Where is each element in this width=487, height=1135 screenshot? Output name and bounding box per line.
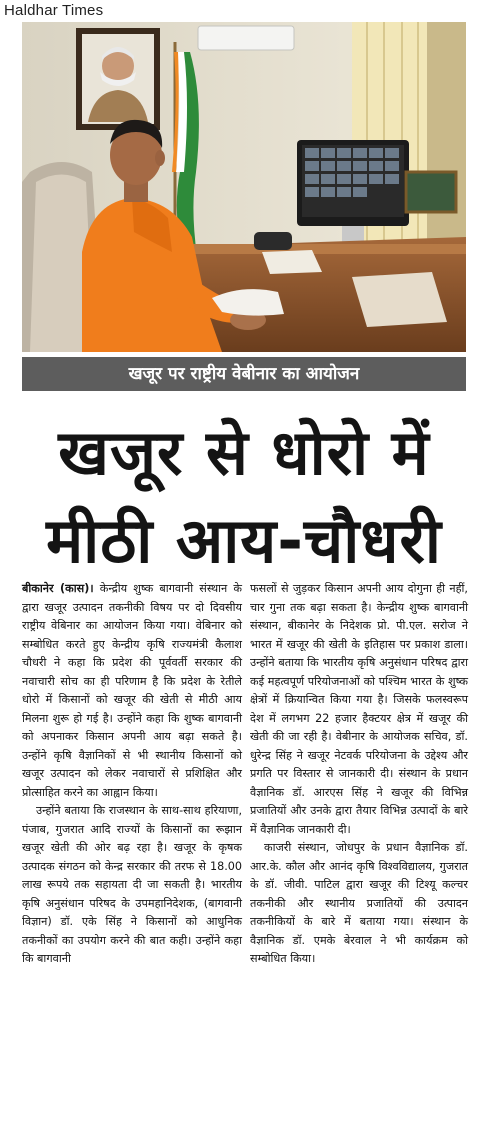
article-paragraph: फसलों से जुड़कर किसान अपनी आय दोगुना ही नहीं, चार गुना तक बढ़ा सकता है। केन्द्रीय शुष्क बागवानी संस्थान, बीकानेर के निदेशक प्रो. पी.एल. सरोज ने भारत में खजूर की खेती के इतिहास पर प्रकाश डाला। उन्होंने बताया कि भारतीय कृषि अनुसंधान परिषद द्वारा कई महत्वपूर्ण परियोजनाओं को पश्चिम भारत के शुष्क क्षेत्रों में क्रियान्वित किया गया है। जिसके फलस्वरूप देश में लगभग 22 हजार हैक्टयर क्षेत्र में खजूर की खेती की जा रही है। वेबीनार के आयोजक सचिव, डॉ. धुरेन्द्र सिंह ने खजूर नेटवर्क परियोजना के उद्देश्य और प्रगति पर विस्तार से जानकारी दी। संस्थान के प्रधान वैज्ञानिक डॉ. आरएस सिंह ने खजूर की विभिन्न प्रजातियों और उनके द्वारा तैयार विभिन्न उत्पादों के बारे में वैज्ञानिक जानकारी दी। — [250, 582, 468, 836]
masthead: Haldhar Times — [4, 2, 104, 19]
article-column-left — [22, 580, 242, 969]
paragraph-text: केन्द्रीय शुष्क बागवानी संस्थान के द्वारा खजूर उत्पादन तकनीकी विषय पर दो दिवसीय राष्ट्रीय वेबिनार का आयोजन किया गया। वेबिनार को सम्बोधित करते हुए केन्द्रीय कृषि राज्यमंत्री कैलाश चौधरी ने कहा कि प्रदेश की पूर्ववर्ती सरकार की नवाचारी सोच का ही परिणाम है कि प्रदेश के रेतीले धोरो में किसानों को खजूर की खेती से मीठी आय मिलना शुरू हो गई है। उन्होंने कहा कि शुष्क बागवानी को अपनाकर किसान अपनी आय बढ़ा सकते है। उन्होंने कृषि वैज्ञानिकों से भी स्थानीय किसानों को खजूर उत्पादन को लेकर नवाचारों से प्रशिक्षित और प्रोत्साहित करने का आह्वान किया। — [22, 582, 242, 799]
article-column-right — [250, 580, 468, 969]
dateline: बीकानेर (कास)। — [22, 582, 94, 595]
webinar-photo-illustration — [22, 22, 466, 352]
headline-line-1: खजूर से धोरो में — [58, 416, 430, 489]
article-paragraph — [22, 580, 242, 802]
article-paragraph: काजरी संस्थान, जोधपुर के प्रधान वैज्ञानिक डॉ. आर.के. कौल और आनंद कृषि विश्वविद्यालय, गुजरात के डॉ. जीवी. पाटिल द्वारा खजूर की टिश्यू कल्चर तकनीकी और स्थानीय प्रजातियों की उत्पादन तकनीकियों के बारे में बताया गया। संस्थान के वैज्ञानिक डॉ. एमके बेरवाल ने भी कार्यक्रम को सम्बोधित किया। — [250, 841, 468, 965]
photo-caption: खजूर पर राष्ट्रीय वेबीनार का आयोजन — [128, 364, 360, 384]
news-photo — [22, 22, 466, 352]
photo-caption-bar — [22, 357, 466, 391]
article-paragraph: उन्होंने बताया कि राजस्थान के साथ-साथ हरियाणा, पंजाब, गुजरात आदि राज्यों के किसानों का रूझान खजूर खेती की ओर बढ़ रहा है। खजूर के कृषक उत्पादक संगठन को केन्द्र सरकार की तरफ से 18.00 लाख रूपये तक सहायता दी जा सकती है। भारतीय कृषि अनुसंधान परिषद के उपमहानिदेशक, (बागवानी विज्ञान) डॉ. एके सिंह ने किसानों को आधुनिक तकनीकों का उपयोग करने की बात कही। उन्होंने कहा कि बागवानी — [22, 804, 242, 965]
headline-line-2: मीठी आय-चौधरी — [46, 504, 442, 577]
